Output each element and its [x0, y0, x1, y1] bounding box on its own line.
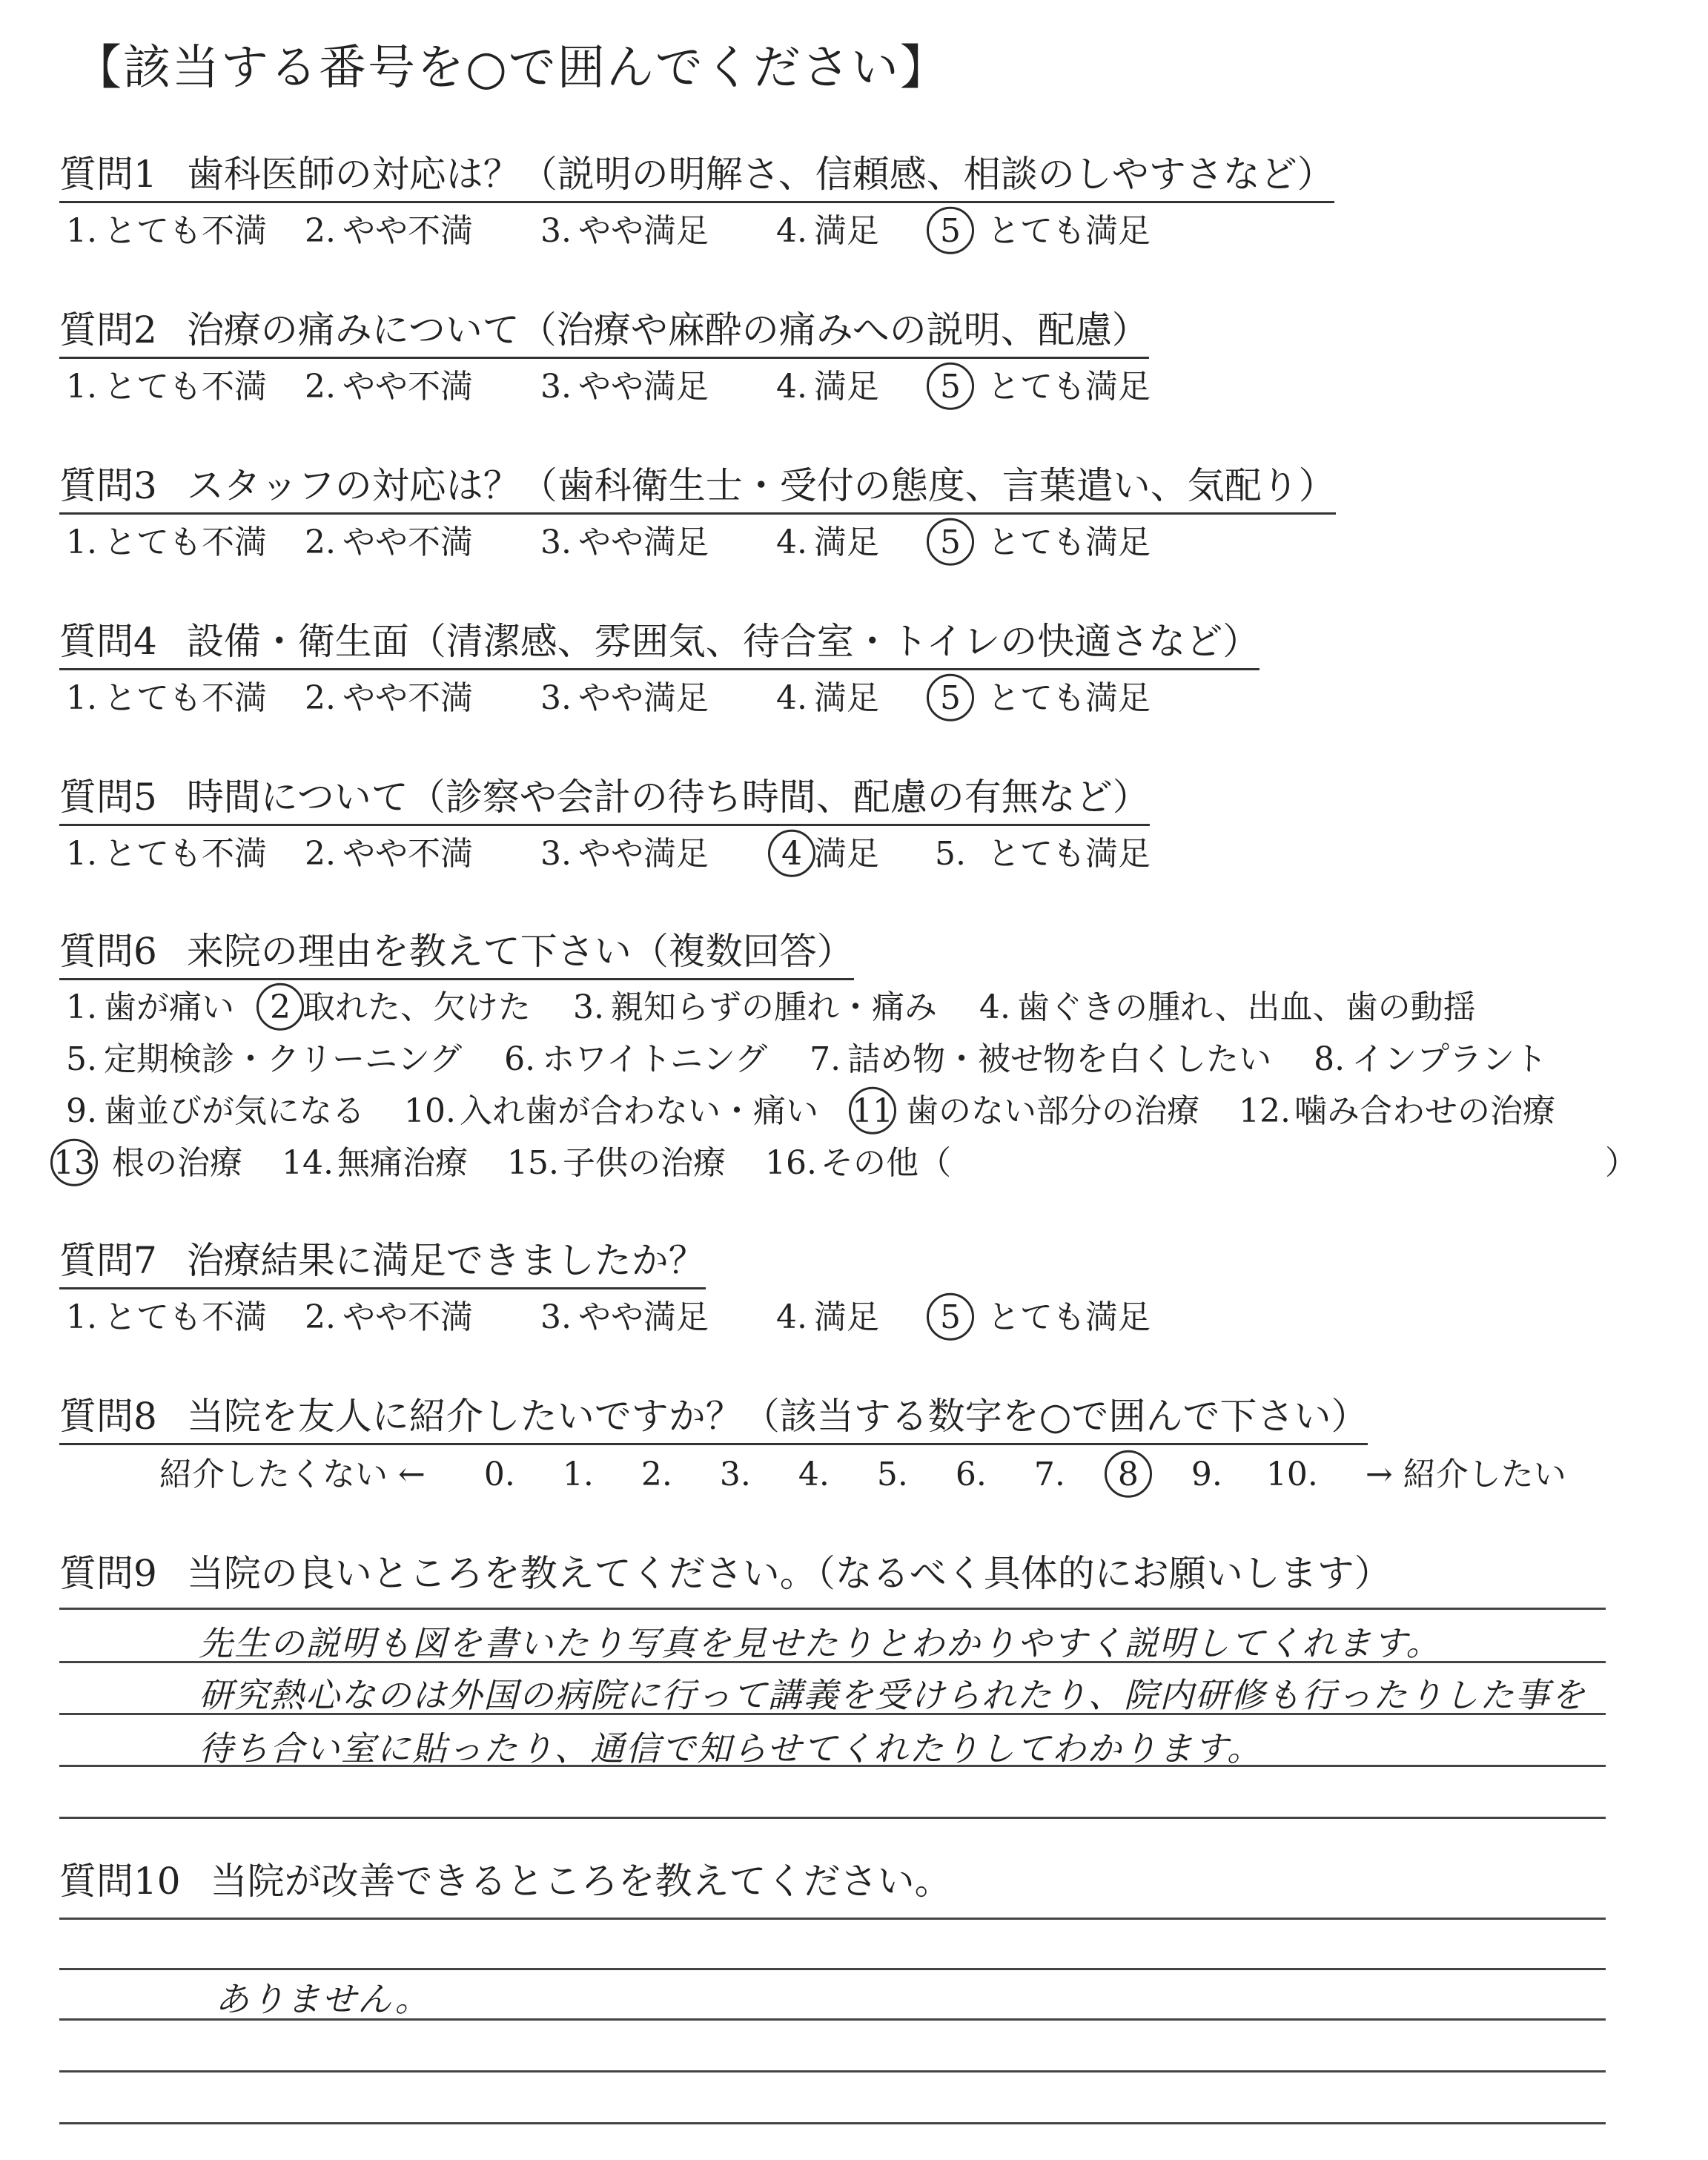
option-number[interactable]: 4.: [776, 679, 807, 717]
question-number: 質問9: [59, 1552, 157, 1595]
option-label: インプラント: [1351, 1040, 1548, 1078]
option-number[interactable]: 16.: [765, 1144, 817, 1182]
question-number: 質問10: [59, 1860, 181, 1903]
answer-line: [59, 2070, 1606, 2073]
option-label: 取れた、欠けた: [302, 988, 531, 1026]
option-label: とても満足: [987, 368, 1151, 406]
option-label: とても満足: [987, 212, 1151, 250]
scale-value[interactable]: 6.: [955, 1456, 987, 1493]
option-label: とても不満: [104, 368, 267, 406]
option-label: 根の治療: [112, 1144, 242, 1182]
scale-right-label: → 紹介したい: [1365, 1456, 1566, 1493]
question-number: 質問7: [59, 1239, 157, 1282]
option-number[interactable]: 2.: [305, 212, 336, 250]
question-9-heading: [59, 1544, 1391, 1597]
option-number[interactable]: 3.: [540, 1298, 572, 1336]
option-label: やや満足: [578, 835, 709, 873]
option-label: とても満足: [987, 1298, 1151, 1336]
option-number[interactable]: 1.: [66, 679, 97, 717]
question-3-heading: [59, 456, 1336, 515]
scale-value[interactable]: 3.: [719, 1456, 751, 1493]
question-1-heading: [59, 145, 1334, 203]
option-label: 噛み合わせの治療: [1294, 1092, 1555, 1130]
option-number[interactable]: 1.: [66, 368, 97, 406]
option-number[interactable]: 6.: [504, 1040, 536, 1078]
option-label: やや不満: [342, 679, 473, 717]
option-label: やや満足: [578, 524, 709, 561]
handwritten-answer-line[interactable]: 先生の説明も図を書いたり写真を見せたりとわかりやすく説明してくれます。: [199, 1623, 1442, 1663]
question-text: 当院が改善できるところを教えてください。: [210, 1860, 952, 1903]
question-3: [59, 456, 1336, 515]
question-number: 質問8: [59, 1395, 157, 1438]
option-label: 親知らずの腫れ・痛み: [611, 988, 937, 1026]
option-label: やや不満: [342, 524, 473, 561]
question-8-scale: [159, 1447, 1566, 1495]
option-label: 満足: [814, 212, 879, 250]
option-label: 歯のない部分の治療: [906, 1092, 1199, 1130]
option-number[interactable]: 1.: [66, 524, 97, 561]
question-10: [59, 1852, 952, 1905]
option-number[interactable]: 10.: [404, 1092, 456, 1130]
scale-value[interactable]: 0.: [483, 1456, 515, 1493]
question-4: [59, 612, 1260, 670]
option-number[interactable]: 3.: [540, 679, 572, 717]
question-text: スタッフの対応は？（歯科衛生士・受付の態度、言葉遣い、気配り）: [186, 464, 1336, 507]
option-number[interactable]: 5.: [66, 1040, 97, 1078]
answer-line: [59, 1817, 1606, 1819]
option-number[interactable]: 14.: [282, 1144, 334, 1182]
option-number-circled[interactable]: 5: [928, 679, 973, 717]
option-label: 定期検診・クリーニング: [104, 1040, 463, 1078]
option-number[interactable]: 1.: [66, 1298, 97, 1336]
question-text: 歯科医師の対応は？（説明の明解さ、信頼感、相談のしやすさなど）: [186, 153, 1334, 196]
option-label: 歯が痛い: [104, 988, 234, 1026]
option-number[interactable]: 2.: [305, 679, 336, 717]
question-number: 質問5: [59, 776, 157, 819]
scale-value[interactable]: 5.: [876, 1456, 908, 1493]
scale-value[interactable]: 4.: [798, 1456, 830, 1493]
option-number[interactable]: 1.: [66, 988, 97, 1026]
question-text: 当院の良いところを教えてください。（なるべく具体的にお願いします）: [186, 1552, 1391, 1595]
option-label: 歯並びが気になる: [104, 1092, 365, 1130]
page-title: 【該当する番号を○で囲んでください】: [74, 41, 949, 96]
option-number[interactable]: 4.: [979, 988, 1010, 1026]
option-label: 子供の治療: [563, 1144, 726, 1182]
option-label: やや不満: [342, 368, 473, 406]
question-5-heading: [59, 767, 1150, 826]
scale-value[interactable]: 10.: [1265, 1456, 1318, 1493]
question-number: 質問6: [59, 930, 157, 973]
question-6-heading: [59, 922, 854, 980]
option-number-circled[interactable]: 13: [48, 1144, 100, 1182]
option-label: とても不満: [104, 1298, 267, 1336]
option-label: やや不満: [342, 1298, 473, 1336]
option-number[interactable]: 12.: [1239, 1092, 1291, 1130]
question-1-options: [59, 204, 1151, 251]
option-label: とても不満: [104, 212, 267, 250]
option-label: とても満足: [987, 679, 1151, 717]
question-2-heading: [59, 300, 1149, 359]
option-label: その他（: [821, 1144, 951, 1182]
answer-line: [59, 2122, 1606, 2124]
question-number: 質問2: [59, 308, 157, 351]
option-number[interactable]: 4.: [776, 212, 807, 250]
question-10-heading: [59, 1852, 952, 1905]
option-number-circled[interactable]: 5: [928, 1298, 973, 1336]
question-text: 来院の理由を教えて下さい（複数回答）: [186, 930, 854, 973]
option-label: とても不満: [104, 679, 267, 717]
option-number[interactable]: 7.: [810, 1040, 841, 1078]
option-number[interactable]: 2.: [305, 368, 336, 406]
answer-line: [59, 1608, 1606, 1610]
option-number-circled[interactable]: 2: [258, 988, 302, 1026]
question-9: [59, 1544, 1391, 1597]
option-label: 入れ歯が合わない・痛い: [460, 1092, 818, 1130]
scale-value[interactable]: 2.: [640, 1456, 672, 1493]
question-6-options-row-4: [48, 1136, 951, 1183]
question-4-heading: [59, 612, 1260, 670]
option-label: 詰め物・被せ物を白くしたい: [847, 1040, 1272, 1078]
option-label: やや満足: [578, 212, 709, 250]
question-5: [59, 767, 1150, 826]
option-number[interactable]: 1.: [66, 212, 97, 250]
question-number: 質問4: [59, 620, 157, 663]
handwritten-answer-line[interactable]: 待ち合い室に貼ったり、通信で知らせてくれたりしてわかります。: [199, 1728, 1262, 1768]
question-8-heading: [59, 1387, 1368, 1445]
option-label: やや不満: [342, 835, 473, 873]
option-label: とても満足: [987, 835, 1151, 873]
option-number[interactable]: 3.: [573, 988, 604, 1026]
question-6-options-row-1: [59, 980, 1476, 1028]
handwritten-answer-line[interactable]: ありません。: [215, 1979, 431, 2019]
question-text: 治療結果に満足できましたか？: [186, 1239, 706, 1282]
option-number-circled[interactable]: 5: [928, 524, 973, 561]
option-number[interactable]: 3.: [540, 524, 572, 561]
option-number[interactable]: 8.: [1314, 1040, 1345, 1078]
option-label: やや満足: [578, 1298, 709, 1336]
question-7: [59, 1231, 706, 1289]
question-text: 時間について（診察や会計の待ち時間、配慮の有無など）: [186, 776, 1150, 819]
handwritten-answer-line[interactable]: 研究熱心なのは外国の病院に行って講義を受けられたり、院内研修も行ったりした事を: [199, 1675, 1586, 1715]
answer-line: [59, 1918, 1606, 1920]
scale-left-label: 紹介したくない ←: [159, 1456, 426, 1493]
scale-value[interactable]: 9.: [1191, 1456, 1222, 1493]
question-number: 質問1: [59, 153, 157, 196]
option-number-circled[interactable]: 4: [769, 835, 814, 873]
option-label: 満足: [814, 679, 879, 717]
option-number[interactable]: 1.: [66, 835, 97, 873]
option-number[interactable]: 2.: [305, 1298, 336, 1336]
question-text: 設備・衛生面（清潔感、雰囲気、待合室・トイレの快適さなど）: [186, 620, 1260, 663]
option-number[interactable]: 15.: [507, 1144, 559, 1182]
question-5-options: [59, 827, 1151, 874]
option-label: 無痛治療: [337, 1144, 468, 1182]
question-4-options: [59, 671, 1151, 719]
option-number[interactable]: 5.: [935, 835, 966, 873]
question-6-options-row-3: [59, 1084, 1555, 1132]
question-1: [59, 145, 1334, 203]
scale-value[interactable]: 7.: [1033, 1456, 1065, 1493]
option-label: とても不満: [104, 835, 267, 873]
option-number[interactable]: 4.: [776, 368, 807, 406]
question-3-options: [59, 515, 1151, 563]
option-label: ホワイトニング: [542, 1040, 768, 1078]
option-label: 満足: [814, 835, 879, 873]
option-label: 満足: [814, 524, 879, 561]
question-7-heading: [59, 1231, 706, 1289]
option-number-circled[interactable]: 5: [928, 368, 973, 406]
option-label: 歯ぐきの腫れ、出血、歯の動揺: [1017, 988, 1476, 1026]
option-number-circled[interactable]: 5: [928, 212, 973, 250]
option-number[interactable]: 4.: [776, 524, 807, 561]
question-8: [59, 1387, 1368, 1445]
scale-value-circled[interactable]: 8: [1094, 1456, 1162, 1493]
option-number[interactable]: 9.: [66, 1092, 97, 1130]
question-6-options-row-2: [59, 1032, 1547, 1080]
question-number: 質問3: [59, 464, 157, 507]
answer-line: [59, 1968, 1606, 1970]
option-label: やや満足: [578, 368, 709, 406]
option-number[interactable]: 2.: [305, 835, 336, 873]
question-7-options: [59, 1290, 1151, 1338]
other-close-paren: ）: [1605, 1144, 1638, 1182]
question-text: 治療の痛みについて（治療や麻酔の痛みへの説明、配慮）: [186, 308, 1149, 351]
option-label: とても不満: [104, 524, 267, 561]
option-label: 満足: [814, 368, 879, 406]
question-6: [59, 922, 854, 980]
option-number[interactable]: 3.: [540, 368, 572, 406]
scale-value[interactable]: 1.: [562, 1456, 594, 1493]
question-2-options: [59, 360, 1151, 407]
option-number[interactable]: 3.: [540, 212, 572, 250]
option-number-circled[interactable]: 11: [847, 1092, 898, 1130]
option-number[interactable]: 2.: [305, 524, 336, 561]
question-text: 当院を友人に紹介したいですか？（該当する数字を○で囲んで下さい）: [186, 1395, 1368, 1438]
question-2: [59, 300, 1149, 359]
option-label: とても満足: [987, 524, 1151, 561]
option-number[interactable]: 3.: [540, 835, 572, 873]
option-number[interactable]: 4.: [776, 1298, 807, 1336]
option-label: やや満足: [578, 679, 709, 717]
option-label: 満足: [814, 1298, 879, 1336]
option-label: やや不満: [342, 212, 473, 250]
